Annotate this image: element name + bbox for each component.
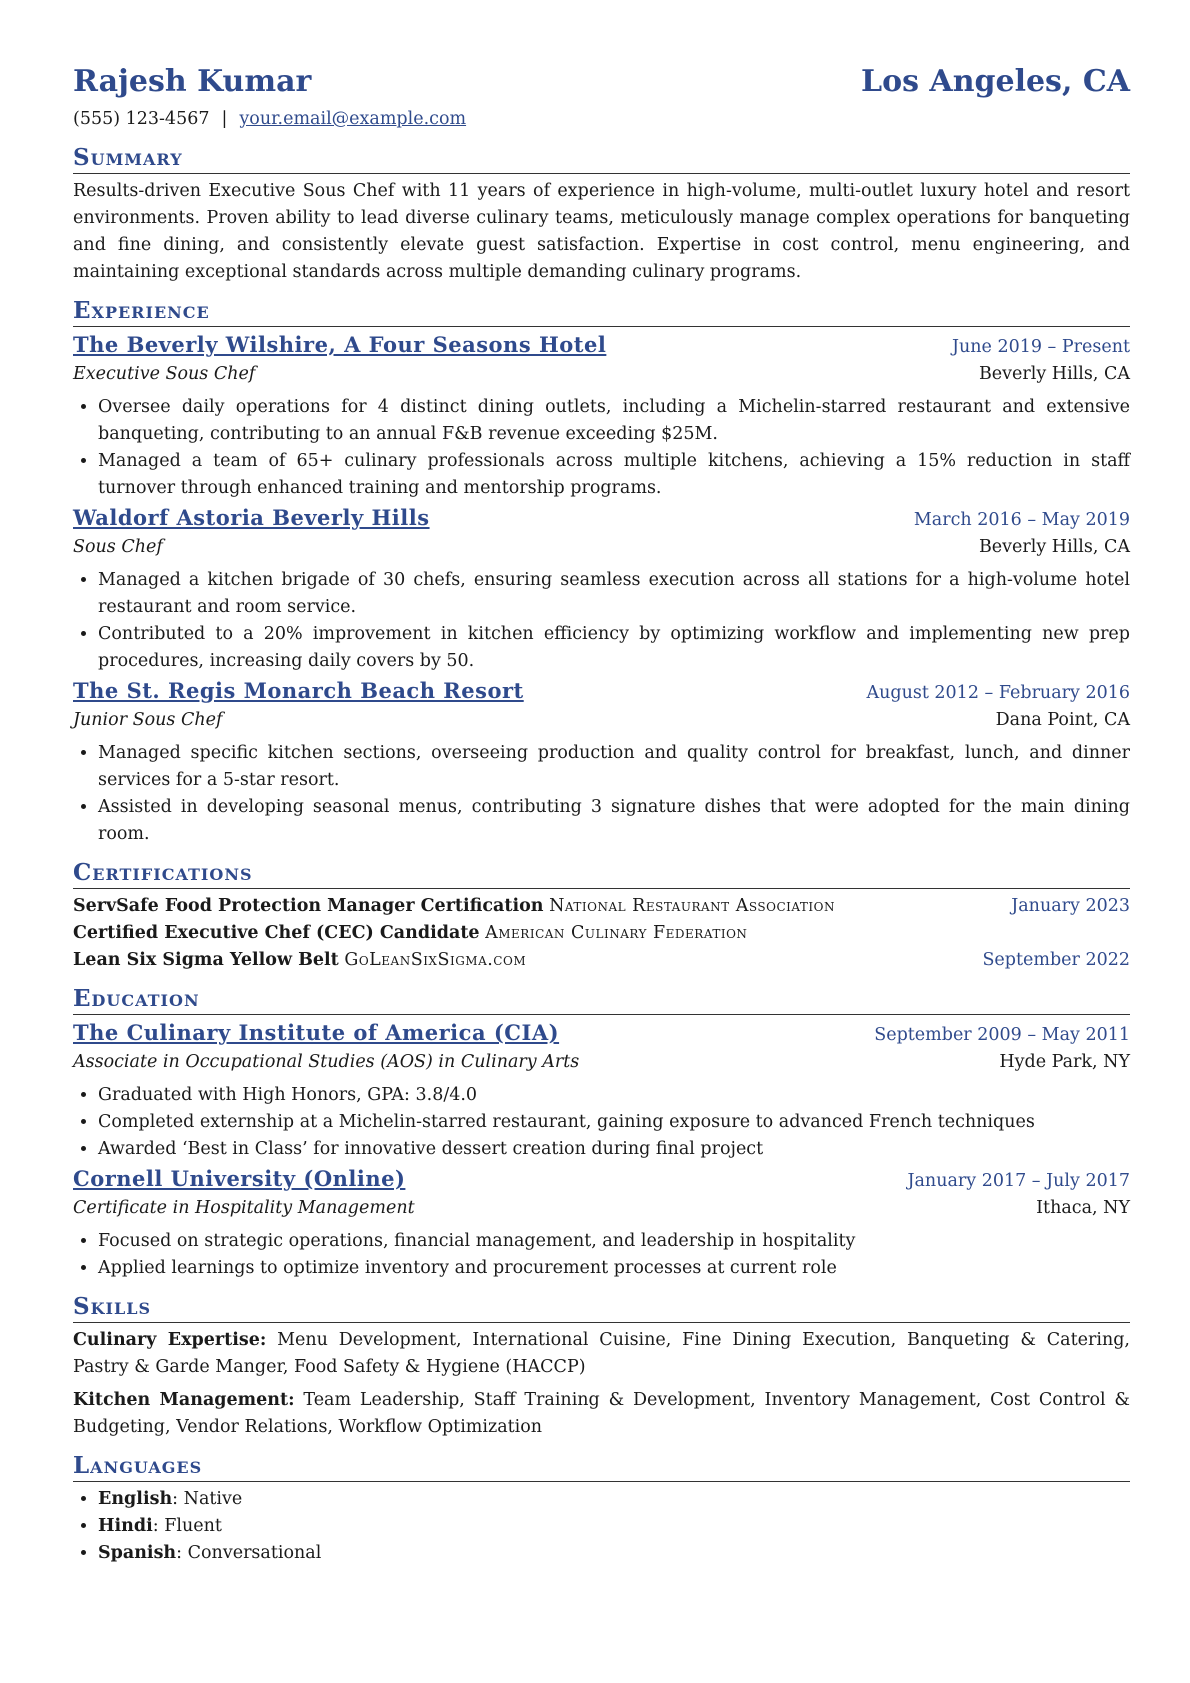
section-heading-summary: Summary: [73, 143, 1130, 174]
section-heading-experience: Experience: [73, 296, 1130, 327]
skill-group-label: Culinary Expertise:: [73, 1330, 267, 1350]
employer-link[interactable]: The Beverly Wilshire, A Four Seasons Hotel: [73, 332, 607, 357]
certification-name: ServSafe Food Protection Manager Certification: [73, 896, 544, 916]
certification-issuer: American Culinary Federation: [485, 923, 748, 943]
certification-issuer: GoLeanSixSigma.com: [344, 950, 527, 970]
contact-separator: |: [221, 109, 228, 129]
skill-group: [73, 1387, 1130, 1441]
list-item: • Managed specific kitchen sections, overseeing production and quality control for breakfast, lunch, and dinner services for a 5-star resort.: [98, 740, 1130, 794]
list-item: • Focused on strategic operations, financial management, and leadership in hospitality: [98, 1228, 1130, 1255]
skill-group-values: Menu Development, International Cuisine, Fine Dining Execution, Banqueting & Catering, Pastry & Garde Manger, Food Safety & Hygiene (HACCP): [73, 1330, 1130, 1377]
job-dates: March 2016 – May 2019: [913, 510, 1130, 530]
language-level: : Native: [172, 1489, 243, 1509]
list-item: • Managed a kitchen brigade of 30 chefs, ensuring seamless execution across all stations for a high-volume hotel restaurant and room service.: [98, 567, 1130, 621]
list-item: • Assisted in developing seasonal menus, contributing 3 signature dishes that were adopted for the main dining room.: [98, 794, 1130, 848]
employer-link[interactable]: Waldorf Astoria Beverly Hills: [73, 505, 430, 530]
email-link[interactable]: your.email@example.com: [239, 109, 467, 129]
certification-issuer: National Restaurant Association: [549, 896, 835, 916]
job-bullets: [73, 567, 1130, 675]
list-item: • Graduated with High Honors, GPA: 3.8/4.0: [98, 1082, 1130, 1109]
job-title: Junior Sous Chef: [73, 710, 223, 730]
list-item: • Oversee daily operations for 4 distinct dining outlets, including a Michelin-starred restaurant and extensive banqueting, contributing to an annual F&B revenue exceeding $25M.: [98, 394, 1130, 448]
experience-entry: [73, 331, 1130, 502]
section-heading-skills: Skills: [73, 1292, 1130, 1323]
language-level: : Fluent: [152, 1516, 222, 1536]
school-bullets: [73, 1228, 1130, 1282]
list-item: • Contributed to a 20% improvement in kitchen efficiency by optimizing workflow and implementing new prep procedures, increasing daily covers by 50.: [98, 621, 1130, 675]
list-item: • Managed a team of 65+ culinary professionals across multiple kitchens, achieving a 15% reduction in staff turnover through enhanced training and mentorship programs.: [98, 448, 1130, 502]
list-item: • Awarded ‘Best in Class’ for innovative dessert creation during final project: [98, 1136, 1130, 1163]
language-level: : Conversational: [176, 1543, 322, 1563]
job-title: Executive Sous Chef: [73, 364, 256, 384]
job-title: Sous Chef: [73, 537, 163, 557]
certification-name: Certified Executive Chef (CEC) Candidate: [73, 923, 480, 943]
certification-row: [73, 893, 1130, 920]
job-dates: June 2019 – Present: [951, 337, 1130, 357]
experience-entry: [73, 677, 1130, 848]
section-heading-languages: Languages: [73, 1451, 1130, 1482]
list-item: • Completed externship at a Michelin-starred restaurant, gaining exposure to advanced French techniques: [98, 1109, 1130, 1136]
certification-row: [73, 920, 1130, 947]
certification-date: January 2023: [1011, 896, 1130, 916]
employer-link[interactable]: The St. Regis Monarch Beach Resort: [73, 678, 524, 703]
section-heading-certifications: Certifications: [73, 858, 1130, 889]
degree-title: Certificate in Hospitality Management: [73, 1198, 415, 1218]
school-link[interactable]: Cornell University (Online): [73, 1166, 406, 1191]
contact-line: [73, 106, 1130, 133]
candidate-location: Los Angeles, CA: [860, 64, 1130, 99]
language-list: [73, 1486, 1130, 1567]
job-bullets: [73, 394, 1130, 502]
list-item: [98, 1486, 1130, 1513]
school-dates: January 2017 – July 2017: [907, 1171, 1130, 1191]
school-location: Ithaca, NY: [1036, 1198, 1130, 1218]
certification-date: September 2022: [982, 950, 1130, 970]
school-dates: September 2009 – May 2011: [874, 1025, 1130, 1045]
candidate-name: Rajesh Kumar: [73, 64, 312, 99]
school-location: Hyde Park, NY: [999, 1052, 1130, 1072]
education-entry: [73, 1165, 1130, 1282]
skill-group: [73, 1327, 1130, 1381]
section-heading-education: Education: [73, 984, 1130, 1015]
job-location: Beverly Hills, CA: [978, 364, 1130, 384]
skill-group-values: Team Leadership, Staff Training & Development, Inventory Management, Cost Control & Budgeting, Vendor Relations, Workflow Optimization: [73, 1390, 1130, 1437]
resume-content: [73, 62, 1130, 1567]
language-name: Hindi: [98, 1516, 153, 1536]
list-item: • Applied learnings to optimize inventory and procurement processes at current role: [98, 1255, 1130, 1282]
phone-number: (555) 123-4567: [73, 109, 210, 129]
education-entry: [73, 1019, 1130, 1163]
degree-title: Associate in Occupational Studies (AOS) in Culinary Arts: [73, 1052, 580, 1072]
job-location: Beverly Hills, CA: [978, 537, 1130, 557]
experience-entry: [73, 504, 1130, 675]
resume-header: [73, 62, 1130, 102]
school-bullets: [73, 1082, 1130, 1163]
job-bullets: [73, 740, 1130, 848]
certification-name: Lean Six Sigma Yellow Belt: [73, 950, 339, 970]
job-location: Dana Point, CA: [995, 710, 1130, 730]
school-link[interactable]: The Culinary Institute of America (CIA): [73, 1020, 560, 1045]
skill-group-label: Kitchen Management:: [73, 1390, 295, 1410]
language-name: English: [98, 1489, 173, 1509]
certification-row: [73, 947, 1130, 974]
summary-text: Results-driven Executive Sous Chef with 11 years of experience in high-volume, multi-outlet luxury hotel and resort environments. Proven ability to lead diverse culinary teams, meticulously manage complex operations for banqueting and fine dining, and consistently elevate guest satisfaction. Expertise in cost control, menu engineering, and maintaining exceptional standards across multiple demanding culinary programs.: [73, 181, 1130, 282]
list-item: [98, 1513, 1130, 1540]
job-dates: August 2012 – February 2016: [866, 683, 1130, 703]
language-name: Spanish: [98, 1543, 177, 1563]
list-item: [98, 1540, 1130, 1567]
